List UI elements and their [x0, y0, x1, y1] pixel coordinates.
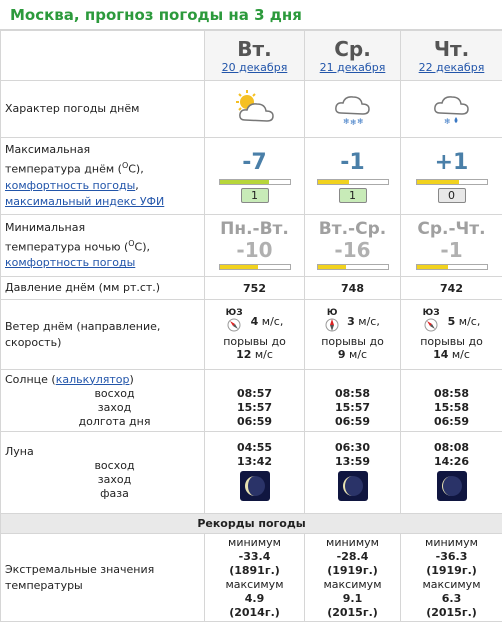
comfort-bar: [317, 179, 389, 185]
moon-row: [1, 432, 502, 514]
moon-title: Луна: [5, 444, 34, 458]
day-name: Чт.: [433, 37, 470, 61]
uv-index-link[interactable]: максимальный индекс УФИ: [5, 194, 165, 208]
tnight-cell-2: [401, 215, 502, 277]
sun-close: ): [129, 372, 134, 386]
day-name: Вт.: [237, 37, 272, 61]
moon-phase-icon: [437, 471, 467, 501]
wind-row: [1, 300, 502, 370]
tnight-value: -16: [334, 237, 371, 262]
tmax-row: [1, 138, 502, 215]
moonrise-value: 08:08: [433, 440, 469, 454]
moonrise-value: 06:30: [334, 440, 370, 454]
page-title: Москва, прогноз погоды на 3 дня: [0, 0, 502, 30]
wind-label: [1, 300, 205, 370]
record-max-label: максимум: [323, 577, 382, 591]
daylength-label: долгота дня: [78, 414, 151, 428]
night-period: Ср.-Чт.: [417, 218, 486, 239]
sun-title: Солнце (: [5, 372, 56, 386]
sunrise-value: 08:58: [334, 386, 370, 400]
uv-index-badge: 0: [438, 188, 466, 203]
sunrise-label: восход: [94, 386, 135, 400]
pressure-value: 752: [205, 277, 305, 300]
pressure-label: Давление днём (мм рт.ст.): [1, 277, 205, 300]
moonset-label: заход: [97, 472, 132, 486]
record-min-value: -33.4: [238, 549, 271, 563]
tnight-cell-1: [305, 215, 401, 277]
record-min-value: -36.3: [435, 549, 468, 563]
svg-text:❄: ❄: [443, 116, 451, 126]
tmax-label-line2: температура днём (: [5, 162, 122, 176]
day-date-link[interactable]: 22 декабря: [418, 61, 485, 74]
gust-label: порывы до: [321, 335, 384, 348]
moonrise-label: восход: [94, 458, 135, 472]
tmax-label-unit: C),: [128, 162, 144, 176]
wind-label-line2: скорость): [5, 335, 62, 349]
moon-cell-2: [401, 432, 502, 514]
records-cell-0: [205, 534, 305, 622]
moonset-value: 13:59: [334, 454, 370, 468]
weather-cell-0: [205, 81, 305, 138]
night-comfort-bar: [317, 264, 389, 270]
records-row: [1, 534, 502, 622]
moon-cell-0: [205, 432, 305, 514]
tmin-label-line2: температура ночью (: [5, 240, 129, 254]
day-date-link[interactable]: 21 декабря: [319, 61, 386, 74]
weather-cell-1: [305, 81, 401, 138]
sun-cell-1: [305, 370, 401, 432]
calculator-link[interactable]: калькулятор: [55, 372, 130, 386]
gust-unit: м/с: [254, 348, 273, 361]
night-comfort-bar: [416, 264, 488, 270]
moonset-value: 14:26: [433, 454, 469, 468]
forecast-table: [0, 30, 502, 622]
weather-row: [1, 81, 502, 138]
wind-cell-1: [305, 300, 401, 370]
compass-icon: [325, 318, 339, 332]
night-period: Вт.-Ср.: [318, 218, 387, 239]
sunrise-value: 08:58: [433, 386, 469, 400]
tnight-cell-0: [205, 215, 305, 277]
extreme-label-line2: температуры: [5, 578, 83, 592]
wind-speed: 4: [250, 315, 259, 328]
pressure-value: 748: [305, 277, 401, 300]
wind-speed: 3: [347, 315, 355, 328]
wind-direction: ЮЗ: [225, 308, 243, 318]
cloud-sleet-icon: [428, 88, 476, 128]
moon-label: [1, 432, 205, 514]
record-min-label: минимум: [228, 535, 281, 549]
moon-phase-icon: [338, 471, 368, 501]
record-min-year: (1919г.): [327, 563, 378, 577]
record-max-value: 9.1: [342, 591, 363, 605]
wind-unit: м/с,: [358, 315, 380, 328]
tmax-cell-1: [305, 138, 401, 215]
tmax-value: -7: [242, 149, 267, 175]
sunset-label: заход: [97, 400, 132, 414]
night-comfort-bar-fill: [220, 265, 259, 269]
tnight-row: [1, 215, 502, 277]
day-column-2: [401, 31, 502, 81]
comfort-bar-fill: [220, 180, 269, 184]
tmax-label-line1: Максимальная: [5, 143, 91, 157]
records-header: Рекорды погоды: [1, 514, 502, 534]
svg-text:❄: ❄: [349, 117, 357, 127]
gust-label: порывы до: [420, 335, 483, 348]
gust-value: 9: [337, 348, 346, 361]
records-cell-1: [305, 534, 401, 622]
record-max-value: 6.3: [441, 591, 462, 605]
daylength-value: 06:59: [334, 414, 370, 428]
wind-cell-0: [205, 300, 305, 370]
wind-direction: Ю: [326, 308, 338, 318]
record-max-label: максимум: [225, 577, 284, 591]
sun-label: [1, 370, 205, 432]
tmax-cell-2: [401, 138, 502, 215]
night-comfort-bar: [219, 264, 291, 270]
records-header-row: [1, 514, 502, 534]
comfort-bar-fill: [417, 180, 459, 184]
daylength-value: 06:59: [433, 414, 469, 428]
record-min-year: (1919г.): [426, 563, 477, 577]
gust-unit: м/с: [451, 348, 470, 361]
record-max-year: (2015г.): [327, 605, 378, 619]
pressure-value: 742: [401, 277, 502, 300]
record-max-year: (2015г.): [426, 605, 477, 619]
compass-icon: [424, 318, 438, 332]
sun-cell-0: [205, 370, 305, 432]
extreme-label: [1, 534, 205, 622]
gust-unit: м/с: [349, 348, 368, 361]
gust-value: 14: [433, 348, 449, 361]
comfort-link[interactable]: комфортность погоды: [5, 178, 136, 192]
wind-label-line1: Ветер днём (направление,: [5, 319, 161, 333]
record-min-year: (1891г.): [229, 563, 280, 577]
night-comfort-bar-fill: [417, 265, 449, 269]
degree-sup: O: [121, 161, 129, 171]
wind-direction: ЮЗ: [422, 308, 440, 318]
compass-icon: [227, 318, 241, 332]
extreme-label-line1: Экстремальные значения: [5, 562, 155, 576]
night-comfort-bar-fill: [318, 265, 346, 269]
tnight-value: -10: [236, 237, 273, 262]
wind-unit: м/с,: [458, 315, 481, 328]
record-max-label: максимум: [422, 577, 481, 591]
weather-cell-2: [401, 81, 502, 138]
pressure-row: [1, 277, 502, 300]
uv-index-badge: 1: [339, 188, 367, 203]
tmax-label: [1, 138, 205, 215]
records-cell-2: [401, 534, 502, 622]
sunset-value: 15:58: [433, 400, 469, 414]
uv-index-badge: 1: [241, 188, 269, 203]
tmin-label-line1: Минимальная: [5, 220, 86, 234]
gust-value: 12: [236, 348, 252, 361]
moonset-value: 13:42: [236, 454, 272, 468]
sunset-value: 15:57: [236, 400, 272, 414]
tmax-cell-0: [205, 138, 305, 215]
cloud-snow-icon: [329, 88, 377, 128]
sun-cell-2: [401, 370, 502, 432]
day-header-row: [1, 31, 502, 81]
sun-row: [1, 370, 502, 432]
daylength-value: 06:59: [236, 414, 272, 428]
sun-cloud-icon: [231, 88, 279, 128]
record-min-value: -28.4: [336, 549, 369, 563]
phase-label: фаза: [100, 486, 129, 500]
gust-label: порывы до: [223, 335, 286, 348]
record-min-label: минимум: [326, 535, 379, 549]
sunrise-value: 08:57: [236, 386, 272, 400]
header-empty-cell: [1, 31, 205, 81]
wind-unit: м/с,: [261, 315, 284, 328]
day-name: Ср.: [334, 37, 371, 61]
weather-day-label: Характер погоды днём: [1, 81, 205, 138]
comfort-bar-fill: [318, 180, 350, 184]
tmax-value: +1: [434, 149, 469, 175]
wind-speed: 5: [447, 315, 456, 328]
comfort-bar: [219, 179, 291, 185]
night-period: Пн.-Вт.: [220, 218, 289, 239]
record-max-year: (2014г.): [229, 605, 280, 619]
moon-phase-icon: [240, 471, 270, 501]
degree-sup: O: [128, 238, 135, 248]
tmin-label: [1, 215, 205, 277]
day-column-1: [305, 31, 401, 81]
tmax-value: -1: [340, 149, 365, 175]
record-min-label: минимум: [425, 535, 478, 549]
comfort-bar: [416, 179, 488, 185]
comma: ,: [135, 178, 139, 192]
tmin-label-unit: C),: [134, 240, 151, 254]
moon-cell-1: [305, 432, 401, 514]
day-date-link[interactable]: 20 декабря: [221, 61, 288, 74]
svg-text:❄: ❄: [342, 116, 350, 126]
svg-text:❄: ❄: [356, 116, 364, 126]
day-column-0: [205, 31, 305, 81]
tnight-value: -1: [440, 237, 463, 262]
wind-cell-2: [401, 300, 502, 370]
record-max-value: 4.9: [244, 591, 265, 605]
sunset-value: 15:57: [334, 400, 370, 414]
moonrise-value: 04:55: [236, 440, 272, 454]
comfort-link-night[interactable]: комфортность погоды: [5, 256, 136, 270]
